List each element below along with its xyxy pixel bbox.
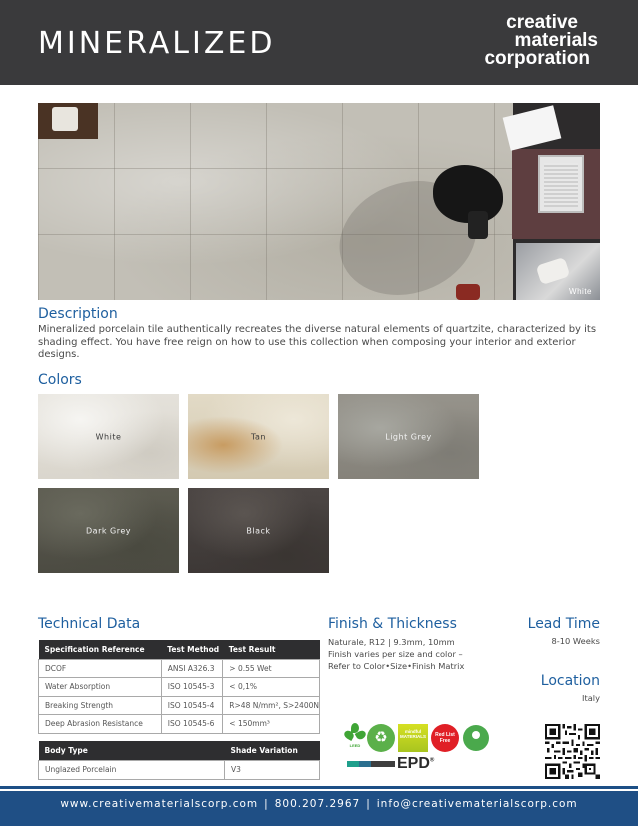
swatch-label: Tan xyxy=(250,432,267,441)
technical-data-table xyxy=(38,640,320,734)
table-cell: DCOF xyxy=(39,659,162,678)
table-row xyxy=(39,678,320,697)
swatch-label: Light Grey xyxy=(385,432,432,441)
column-header: Specification Reference xyxy=(39,640,162,659)
finish-line: Finish varies per size and color – xyxy=(328,649,463,659)
location-heading: Location xyxy=(540,673,600,689)
epd-bar-icon xyxy=(347,761,395,767)
brand-line-2: materials xyxy=(514,30,598,51)
column-header: Shade Variation xyxy=(225,741,320,760)
recycle-icon: ♻ xyxy=(367,724,395,752)
location-value: Italy xyxy=(582,693,600,703)
body-type-table xyxy=(38,741,320,780)
finish-line: Refer to Color•Size•Finish Matrix xyxy=(328,661,465,671)
footer-separator: | xyxy=(366,798,371,810)
leed-label: LEED xyxy=(349,743,361,748)
table-cell: Deep Abrasion Resistance xyxy=(39,715,162,734)
footer-divider xyxy=(0,786,638,789)
table-cell: ANSI A326.3 xyxy=(161,659,223,678)
colors-heading: Colors xyxy=(38,372,82,388)
red-list-free-logo: Red List Free xyxy=(431,724,459,752)
lead-time-value: 8-10 Weeks xyxy=(551,636,600,646)
table-cell: R>48 N/mm², S>2400N xyxy=(223,696,320,715)
table-cell: > 0.55 Wet xyxy=(223,659,320,678)
swatch-light-grey[interactable] xyxy=(338,394,479,479)
swatch-tan[interactable] xyxy=(188,394,329,479)
swatch-label: Black xyxy=(246,526,271,535)
brand-line-1: creative xyxy=(506,12,578,33)
finish-text xyxy=(328,636,508,672)
table-row xyxy=(39,715,320,734)
table-cell: V3 xyxy=(225,760,320,779)
table-cell: < 150mm³ xyxy=(223,715,320,734)
hero-laptop-keyboard xyxy=(544,163,578,207)
table-cell: < 0,1% xyxy=(223,678,320,697)
table-row xyxy=(39,659,320,678)
table-cell: ISO 10545-3 xyxy=(161,678,223,697)
hero-image xyxy=(38,103,600,300)
brand-logo xyxy=(484,14,598,68)
brand-line-3: corporation xyxy=(484,48,590,69)
mindful-materials-logo: mindful MATERIALS xyxy=(398,724,428,752)
lead-time-heading: Lead Time xyxy=(527,616,600,632)
swatch-dark-grey[interactable] xyxy=(38,488,179,573)
green-certification-dot xyxy=(472,731,480,739)
technical-heading: Technical Data xyxy=(38,616,141,632)
description-heading: Description xyxy=(38,306,118,322)
table-header-row xyxy=(39,640,320,659)
page-title: MINERALIZED xyxy=(38,26,276,61)
column-header: Body Type xyxy=(39,741,225,760)
column-header: Test Method xyxy=(161,640,223,659)
page-footer xyxy=(0,791,638,826)
table-cell: ISO 10545-4 xyxy=(161,696,223,715)
epd-label: EPD xyxy=(397,755,430,772)
epd-logo: EPD® xyxy=(397,755,435,772)
location-block xyxy=(541,673,600,703)
swatch-label: Dark Grey xyxy=(86,526,131,535)
footer-phone[interactable]: 800.207.2967 xyxy=(274,798,361,810)
table-row xyxy=(39,696,320,715)
footer-website-link[interactable]: www.creativematerialscorp.com xyxy=(60,798,259,810)
green-certification-icon xyxy=(463,725,489,751)
table-cell: Unglazed Porcelain xyxy=(39,760,225,779)
hero-color-label: White xyxy=(569,287,592,296)
finish-line: Naturale, R12 | 9.3mm, 10mm xyxy=(328,637,455,647)
table-row xyxy=(39,760,320,779)
table-cell: ISO 10545-6 xyxy=(161,715,223,734)
swatch-black[interactable] xyxy=(188,488,329,573)
description-text: Mineralized porcelain tile authentically recreates the diverse natural elements of quartzite, characterized by its shading effect. You have free reign on how to use this collection when composing your interior and exterior designs. xyxy=(38,324,597,361)
finish-heading: Finish & Thickness xyxy=(328,616,457,632)
footer-separator: | xyxy=(264,798,269,810)
table-header-row xyxy=(39,741,320,760)
footer-email-link[interactable]: info@creativematerialscorp.com xyxy=(376,798,578,810)
swatch-white[interactable] xyxy=(38,394,179,479)
swatch-label: White xyxy=(95,432,122,441)
qr-code-icon[interactable] xyxy=(545,724,600,779)
table-cell: Breaking Strength xyxy=(39,696,162,715)
lead-time-block xyxy=(528,616,600,646)
page-header xyxy=(0,0,638,85)
hero-chair-base xyxy=(468,211,488,239)
leed-logo xyxy=(345,723,365,749)
hero-cabinet-object xyxy=(52,107,78,131)
column-header: Test Result xyxy=(223,640,320,659)
hero-red-object xyxy=(456,284,480,300)
table-cell: Water Absorption xyxy=(39,678,162,697)
